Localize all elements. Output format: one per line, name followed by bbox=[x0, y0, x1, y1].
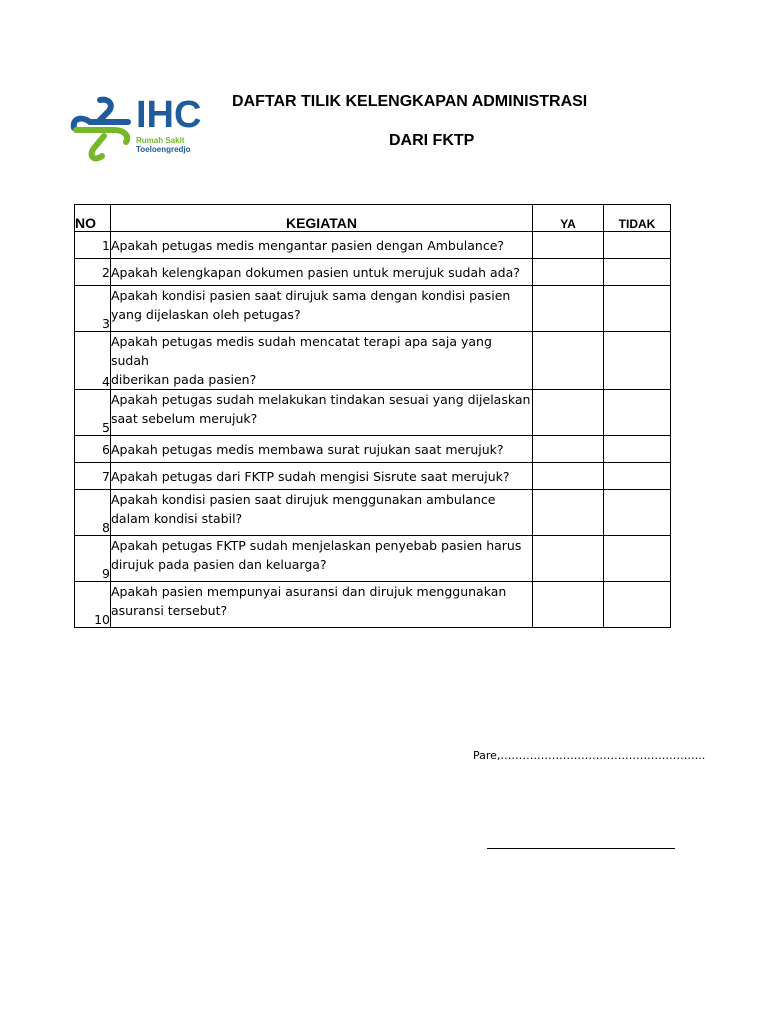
question-line1: Apakah pasien mempunyai asuransi dan dirujuk menggunakan bbox=[111, 584, 507, 599]
ya-checkbox-cell[interactable] bbox=[533, 286, 604, 332]
question-line2: dalam kondisi stabil? bbox=[111, 511, 243, 526]
question-line2: asuransi tersebut? bbox=[111, 603, 228, 618]
tidak-checkbox-cell[interactable] bbox=[604, 490, 671, 536]
question-line1: Apakah petugas FKTP sudah menjelaskan penyebab pasien harus bbox=[111, 538, 522, 553]
logo-line2: Toeloengredjo bbox=[136, 145, 191, 154]
table-row bbox=[75, 390, 671, 436]
header-row bbox=[75, 205, 671, 232]
tidak-checkbox-cell[interactable] bbox=[604, 436, 671, 463]
row-number: 5 bbox=[75, 390, 111, 436]
question-line2: yang dijelaskan oleh petugas? bbox=[111, 307, 301, 322]
row-number: 8 bbox=[75, 490, 111, 536]
row-number: 9 bbox=[75, 536, 111, 582]
logo-brand: IHC bbox=[136, 94, 202, 136]
header-no: NO bbox=[75, 205, 111, 232]
question-line1: Apakah petugas sudah melakukan tindakan sesuai yang dijelaskan bbox=[111, 392, 531, 407]
header-kegiatan: KEGIATAN bbox=[111, 205, 533, 232]
ya-checkbox-cell[interactable] bbox=[533, 232, 604, 259]
ya-checkbox-cell[interactable] bbox=[533, 436, 604, 463]
table-row bbox=[75, 286, 671, 332]
ya-checkbox-cell[interactable] bbox=[533, 390, 604, 436]
row-number: 2 bbox=[75, 259, 111, 286]
row-number: 1 bbox=[75, 232, 111, 259]
header-tidak: TIDAK bbox=[604, 205, 671, 232]
tidak-checkbox-cell[interactable] bbox=[604, 463, 671, 490]
row-question bbox=[111, 390, 533, 436]
document-title: DAFTAR TILIK KELENGKAPAN ADMINISTRASI bbox=[232, 93, 588, 110]
row-question bbox=[111, 259, 533, 286]
row-question bbox=[111, 286, 533, 332]
row-number: 3 bbox=[75, 286, 111, 332]
row-question bbox=[111, 463, 533, 490]
checklist-table bbox=[74, 204, 671, 628]
row-question bbox=[111, 536, 533, 582]
table-row bbox=[75, 536, 671, 582]
row-question bbox=[111, 582, 533, 628]
ihc-cross-logo-icon bbox=[70, 96, 134, 162]
row-question bbox=[111, 332, 533, 390]
ya-checkbox-cell[interactable] bbox=[533, 536, 604, 582]
tidak-checkbox-cell[interactable] bbox=[604, 232, 671, 259]
tidak-checkbox-cell[interactable] bbox=[604, 582, 671, 628]
question-line1: Apakah petugas dari FKTP sudah mengisi Sisrute saat merujuk? bbox=[111, 468, 510, 484]
table-row bbox=[75, 490, 671, 536]
row-number: 10 bbox=[75, 582, 111, 628]
question-line2: dirujuk pada pasien dan keluarga? bbox=[111, 557, 327, 572]
document-subtitle: DARI FKTP bbox=[389, 132, 475, 149]
ya-checkbox-cell[interactable] bbox=[533, 582, 604, 628]
hospital-logo bbox=[70, 96, 210, 164]
tidak-checkbox-cell[interactable] bbox=[604, 286, 671, 332]
row-question bbox=[111, 436, 533, 463]
question-line1: Apakah kondisi pasien saat dirujuk sama dengan kondisi pasien bbox=[111, 288, 511, 303]
logo-text bbox=[136, 96, 201, 154]
table-row bbox=[75, 463, 671, 490]
ya-checkbox-cell[interactable] bbox=[533, 259, 604, 286]
row-question bbox=[111, 490, 533, 536]
question-line1: Apakah petugas medis sudah mencatat terapi apa saja yang sudah bbox=[111, 334, 492, 368]
question-line1: Apakah kelengkapan dokumen pasien untuk merujuk sudah ada? bbox=[111, 264, 520, 280]
tidak-checkbox-cell[interactable] bbox=[604, 259, 671, 286]
table-row bbox=[75, 232, 671, 259]
table-row bbox=[75, 259, 671, 286]
question-line2: saat sebelum merujuk? bbox=[111, 411, 258, 426]
ya-checkbox-cell[interactable] bbox=[533, 332, 604, 390]
row-number: 6 bbox=[75, 436, 111, 463]
table-row bbox=[75, 436, 671, 463]
ya-checkbox-cell[interactable] bbox=[533, 463, 604, 490]
question-line1: Apakah petugas medis mengantar pasien dengan Ambulance? bbox=[111, 237, 505, 253]
table-row bbox=[75, 332, 671, 390]
question-line1: Apakah kondisi pasien saat dirujuk menggunakan ambulance bbox=[111, 492, 496, 507]
tidak-checkbox-cell[interactable] bbox=[604, 332, 671, 390]
row-number: 7 bbox=[75, 463, 111, 490]
signature-line[interactable] bbox=[487, 848, 675, 849]
header-ya: YA bbox=[533, 205, 604, 232]
question-line1: Apakah petugas medis membawa surat rujukan saat merujuk? bbox=[111, 441, 504, 457]
row-number: 4 bbox=[75, 332, 111, 390]
tidak-checkbox-cell[interactable] bbox=[604, 536, 671, 582]
table-row bbox=[75, 582, 671, 628]
row-question bbox=[111, 232, 533, 259]
place-date-field[interactable]: Pare,……………………………………………….. bbox=[473, 749, 706, 762]
ya-checkbox-cell[interactable] bbox=[533, 490, 604, 536]
logo-line1: Rumah Sakit bbox=[136, 136, 185, 145]
question-line2: diberikan pada pasien? bbox=[111, 372, 257, 387]
tidak-checkbox-cell[interactable] bbox=[604, 390, 671, 436]
